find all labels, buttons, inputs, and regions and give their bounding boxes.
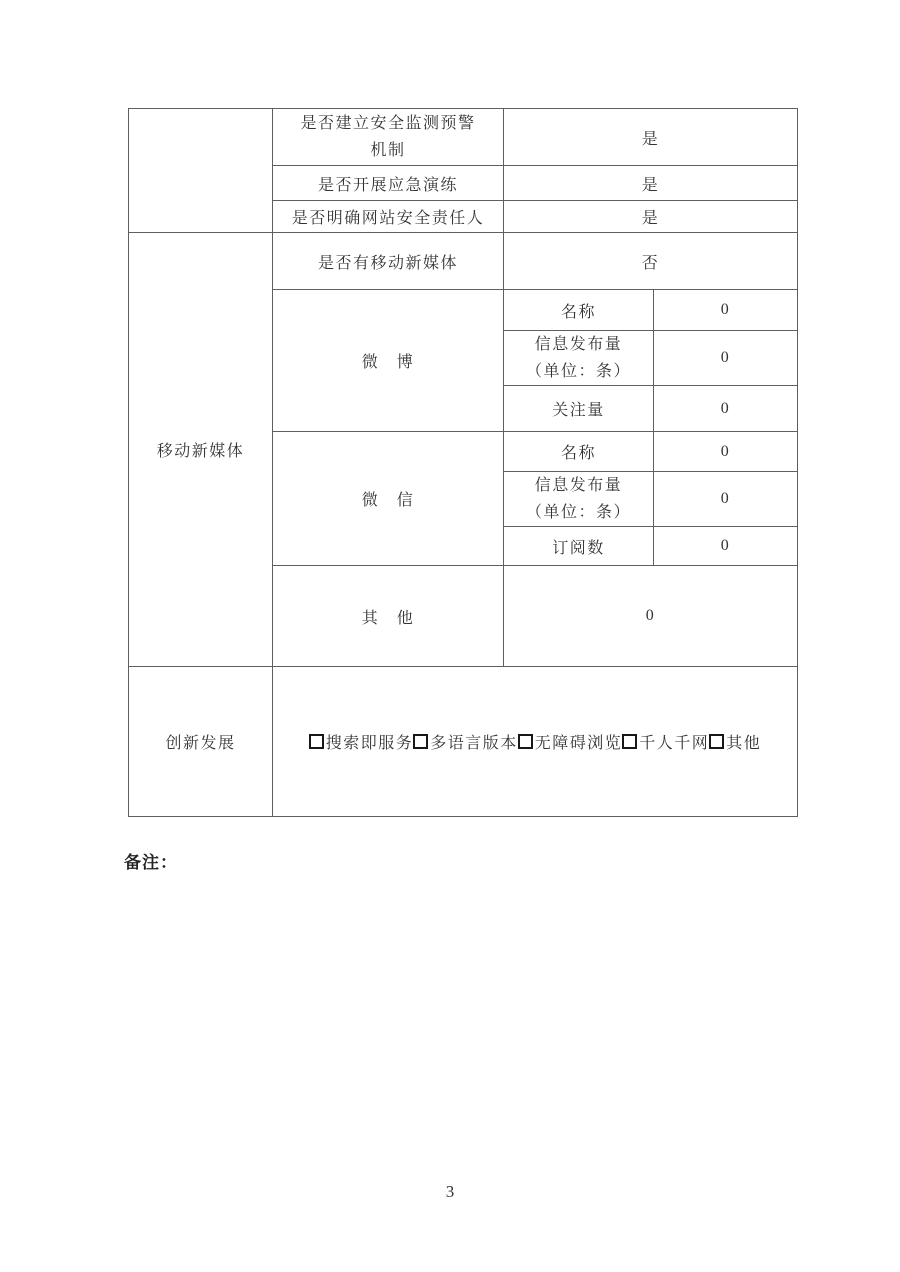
field-label-line2: （单位：条）	[525, 363, 631, 380]
field-value: 0	[654, 290, 798, 331]
checkbox-icon[interactable]	[518, 734, 533, 749]
innovation-option	[309, 735, 414, 752]
field-label	[504, 331, 654, 386]
weibo-label-cell: 微 博	[273, 290, 504, 432]
answer-value: 否	[504, 233, 798, 290]
field-label-line1: 信息发布量	[534, 477, 623, 494]
checkbox-label: 多语言版本	[430, 735, 518, 752]
annual-report-table	[128, 108, 798, 817]
field-value: 0	[654, 432, 798, 472]
question-label: 是否明确网站安全责任人	[273, 201, 504, 233]
page-number: 3	[445, 1182, 455, 1201]
innovation-option	[622, 735, 709, 752]
answer-value: 是	[504, 109, 798, 166]
table-row	[129, 109, 798, 166]
table-row	[129, 233, 798, 290]
checkbox-label: 千人千网	[639, 735, 710, 752]
security-section-header-cell	[129, 109, 273, 233]
checkbox-label: 无障碍浏览	[534, 735, 623, 752]
innovation-option	[413, 735, 518, 752]
field-value: 0	[654, 472, 798, 527]
question-label	[273, 109, 504, 166]
table-row	[129, 667, 798, 817]
wechat-label-cell: 微 信	[273, 432, 504, 566]
field-label: 关注量	[504, 386, 654, 432]
field-label: 名称	[504, 432, 654, 472]
innovation-options-cell	[273, 667, 798, 817]
checkbox-icon[interactable]	[709, 734, 724, 749]
field-label-line1: 信息发布量	[534, 336, 623, 353]
checkbox-icon[interactable]	[413, 734, 428, 749]
mobile-media-section-header: 移动新媒体	[129, 233, 273, 667]
question-label-line2: 机制	[370, 142, 406, 159]
field-label: 订阅数	[504, 527, 654, 566]
field-label	[504, 472, 654, 527]
field-label-line2: （单位：条）	[525, 504, 631, 521]
question-label-line1: 是否建立安全监测预警	[300, 115, 476, 132]
innovation-section-header: 创新发展	[129, 667, 273, 817]
answer-value: 是	[504, 166, 798, 201]
checkbox-label: 搜索即服务	[325, 735, 414, 752]
question-label: 是否开展应急演练	[273, 166, 504, 201]
checkbox-icon[interactable]	[309, 734, 324, 749]
checkbox-icon[interactable]	[622, 734, 637, 749]
answer-value: 是	[504, 201, 798, 233]
notes-label: 备注：	[124, 853, 178, 872]
field-label: 名称	[504, 290, 654, 331]
question-label: 是否有移动新媒体	[273, 233, 504, 290]
innovation-option	[709, 735, 761, 752]
other-media-value: 0	[504, 566, 798, 667]
checkbox-label: 其他	[726, 735, 762, 752]
innovation-option	[518, 735, 623, 752]
field-value: 0	[654, 331, 798, 386]
field-value: 0	[654, 386, 798, 432]
field-value: 0	[654, 527, 798, 566]
other-media-label: 其 他	[273, 566, 504, 667]
